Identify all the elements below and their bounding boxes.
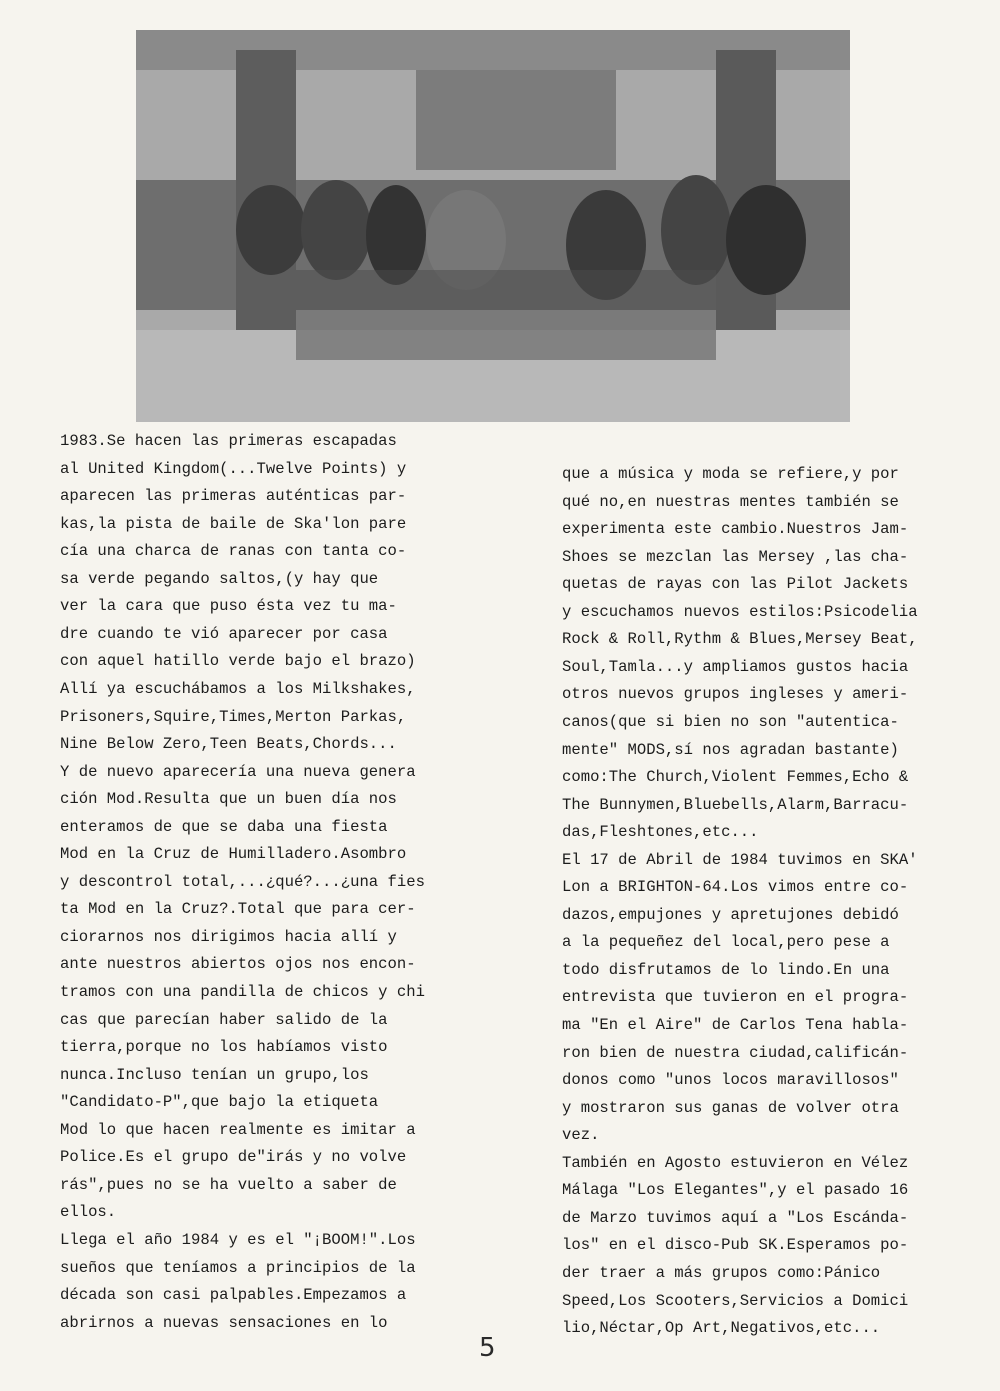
text-line: donos como "unos locos maravillosos" xyxy=(562,1071,899,1090)
text-line: al United Kingdom(...Twelve Points) y xyxy=(60,459,407,478)
text-line: ellos. xyxy=(60,1203,117,1222)
text-line: aparecen las primeras auténticas par- xyxy=(60,487,407,506)
text-line: ciorarnos nos dirigimos hacia allí y xyxy=(60,927,397,946)
text-line: cía una charca de ranas con tanta co- xyxy=(60,542,407,561)
text-line: sueños que teníamos a principios de la xyxy=(60,1258,416,1277)
text-line: con aquel hatillo verde bajo el brazo) xyxy=(60,652,416,671)
text-line: Lon a BRIGHTON-64.Los vimos entre co- xyxy=(562,878,909,897)
text-line: Allí ya escuchábamos a los Milkshakes, xyxy=(60,679,416,698)
text-line: lio,Néctar,Op Art,Negativos,etc... xyxy=(562,1319,881,1338)
text-line: década son casi palpables.Empezamos a xyxy=(60,1286,407,1305)
text-line: Nine Below Zero,Teen Beats,Chords... xyxy=(60,735,397,754)
text-line: y descontrol total,...¿qué?...¿una fies xyxy=(60,872,425,891)
text-line: rás",pues no se ha vuelto a saber de xyxy=(60,1175,397,1194)
text-line: Llega el año 1984 y es el "¡BOOM!".Los xyxy=(60,1230,416,1249)
text-line: Mod lo que hacen realmente es imitar a xyxy=(60,1120,416,1139)
text-line: abrirnos a nuevas sensaciones en lo xyxy=(60,1313,388,1332)
text-line: canos(que si bien no son "autentica- xyxy=(562,712,899,731)
text-line: Prisoners,Squire,Times,Merton Parkas, xyxy=(60,707,407,726)
text-line: enteramos de que se daba una fiesta xyxy=(60,817,388,836)
text-line: ante nuestros abiertos ojos nos encon- xyxy=(60,955,416,974)
text-line: dazos,empujones y apretujones debidó xyxy=(562,905,899,924)
text-line: todo disfrutamos de lo lindo.En una xyxy=(562,960,890,979)
text-line: dre cuando te vió aparecer por casa xyxy=(60,624,388,643)
text-line: experimenta este cambio.Nuestros Jam- xyxy=(562,520,909,539)
text-line: y mostraron sus ganas de volver otra xyxy=(562,1098,899,1117)
text-line: kas,la pista de baile de Ska'lon pare xyxy=(60,514,407,533)
text-line: Rock & Roll,Rythm & Blues,Mersey Beat, xyxy=(562,630,918,649)
text-line: tierra,porque no los habíamos visto xyxy=(60,1038,388,1057)
text-line: quetas de rayas con las Pilot Jackets xyxy=(562,575,909,594)
text-line: cas que parecían haber salido de la xyxy=(60,1010,388,1029)
text-line: Shoes se mezclan las Mersey ,las cha- xyxy=(562,547,909,566)
text-line: que a música y moda se refiere,y por xyxy=(562,465,899,483)
text-line: ta Mod en la Cruz?.Total que para cer- xyxy=(60,900,416,919)
text-line: Y de nuevo aparecería una nueva genera xyxy=(60,762,416,781)
text-line: das,Fleshtones,etc... xyxy=(562,823,759,842)
text-line: 1983.Se hacen las primeras escapadas xyxy=(60,432,397,450)
text-line: sa verde pegando saltos,(y hay que xyxy=(60,569,379,588)
text-line: Speed,Los Scooters,Servicios a Domici xyxy=(562,1291,909,1310)
text-line: nunca.Incluso tenían un grupo,los xyxy=(60,1065,369,1084)
text-line: El 17 de Abril de 1984 tuvimos en SKA' xyxy=(562,850,918,869)
text-line: Mod en la Cruz de Humilladero.Asombro xyxy=(60,845,407,864)
text-line: Police.Es el grupo de"irás y no volve xyxy=(60,1148,407,1167)
text-line: otros nuevos grupos ingleses y ameri- xyxy=(562,685,909,704)
text-line: ver la cara que puso ésta vez tu ma- xyxy=(60,597,397,616)
text-line: mente" MODS,sí nos agradan bastante) xyxy=(562,740,899,759)
text-line: ron bien de nuestra ciudad,calificán- xyxy=(562,1043,909,1062)
text-line: También en Agosto estuvieron en Vélez xyxy=(562,1153,909,1172)
group-photo xyxy=(136,30,850,422)
page-number: 5 xyxy=(479,1333,496,1363)
text-line: The Bunnymen,Bluebells,Alarm,Barracu- xyxy=(562,795,909,814)
text-line: "Candidato-P",que bajo la etiqueta xyxy=(60,1093,379,1112)
text-line: Málaga "Los Elegantes",y el pasado 16 xyxy=(562,1181,909,1200)
text-line: der traer a más grupos como:Pánico xyxy=(562,1263,881,1282)
text-line: tramos con una pandilla de chicos y chi xyxy=(60,983,425,1001)
text-line: y escuchamos nuevos estilos:Psicodelia xyxy=(562,602,918,621)
text-line: ción Mod.Resulta que un buen día nos xyxy=(60,790,397,809)
text-line: como:The Church,Violent Femmes,Echo & xyxy=(562,768,909,787)
text-line: Soul,Tamla...y ampliamos gustos hacia xyxy=(562,657,909,676)
text-line: de Marzo tuvimos aquí a "Los Escánda- xyxy=(562,1208,909,1227)
text-line: entrevista que tuvieron en el progra- xyxy=(562,988,909,1007)
text-line: vez. xyxy=(562,1126,600,1145)
text-line: a la pequeñez del local,pero pese a xyxy=(562,933,890,952)
text-line: ma "En el Aire" de Carlos Tena habla- xyxy=(562,1016,909,1034)
text-line: qué no,en nuestras mentes también se xyxy=(562,492,899,511)
text-line: los" en el disco-Pub SK.Esperamos po- xyxy=(562,1236,909,1255)
